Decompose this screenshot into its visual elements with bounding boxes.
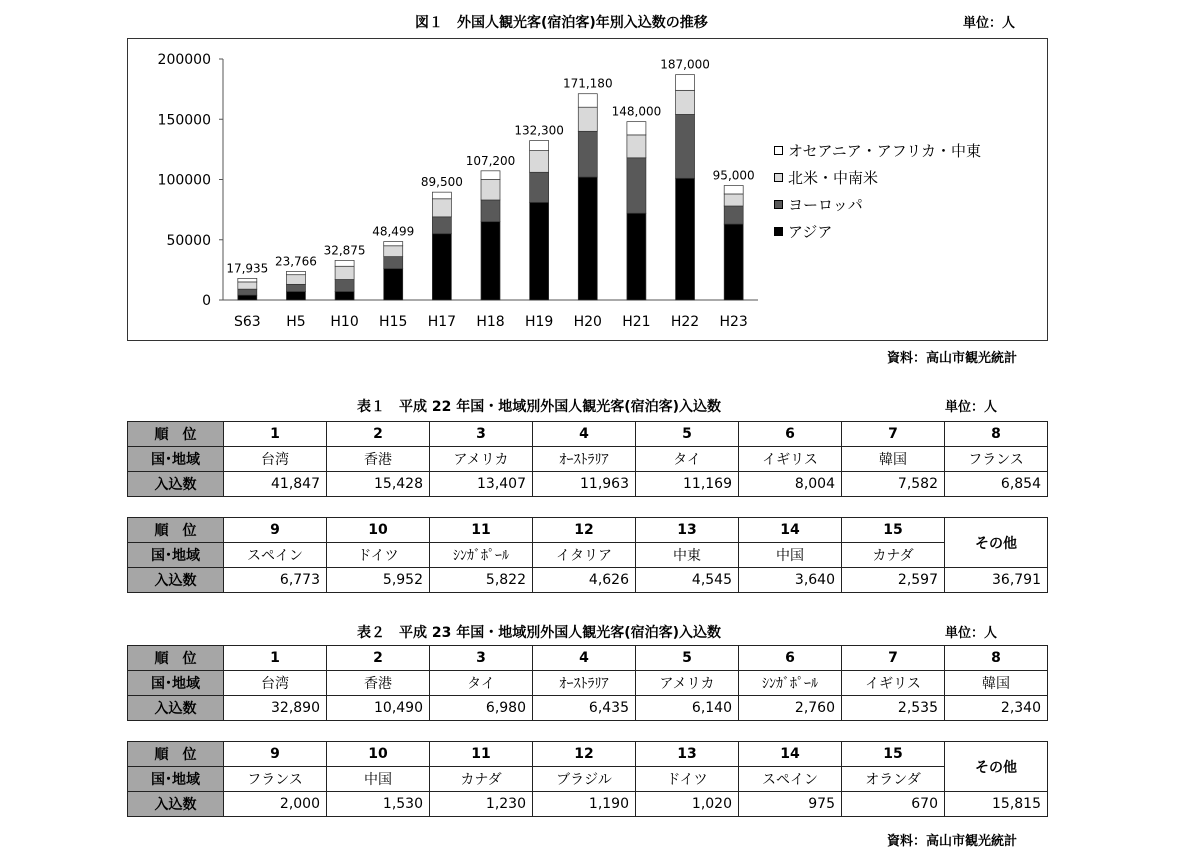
y-tick-label: 0 — [202, 293, 211, 309]
region-cell: 香港 — [327, 447, 430, 472]
table-row — [128, 472, 1048, 497]
count-cell: 1,230 — [430, 792, 533, 817]
count-cell: 1,190 — [533, 792, 636, 817]
other-label-cell: その他 — [945, 742, 1048, 792]
rank-cell: 4 — [533, 422, 636, 447]
bar-segment-3 — [384, 242, 403, 246]
figure-unit: 単位：人 — [963, 16, 1016, 31]
x-tick-label: H19 — [524, 314, 554, 330]
legend-label: オセアニア・アフリカ・中東 — [788, 142, 982, 160]
bar-segment-0 — [432, 234, 451, 300]
x-tick-label: H23 — [719, 314, 748, 330]
rank-cell: 14 — [739, 518, 842, 543]
bar-segment-3 — [627, 122, 646, 135]
bar-segment-1 — [335, 280, 354, 292]
count-cell: 11,169 — [636, 472, 739, 497]
region-cell: アメリカ — [430, 447, 533, 472]
rank-cell: 10 — [327, 518, 430, 543]
bar-segment-1 — [286, 284, 305, 291]
total-data-label: 95,000 — [712, 168, 755, 183]
rank-cell: 11 — [430, 518, 533, 543]
total-data-label: 132,300 — [514, 123, 564, 138]
bar-segment-2 — [578, 107, 597, 131]
other-label-cell: その他 — [945, 518, 1048, 568]
bar-segment-2 — [676, 90, 695, 114]
bar-segment-2 — [530, 151, 549, 173]
region-cell: アメリカ — [636, 671, 739, 696]
row-header-region: 国･地域 — [128, 447, 224, 472]
bar-segment-1 — [578, 131, 597, 177]
rank-cell: 15 — [842, 742, 945, 767]
count-cell: 15,428 — [327, 472, 430, 497]
other-count-cell: 15,815 — [945, 792, 1048, 817]
bar-segment-2 — [627, 135, 646, 158]
bar-segment-1 — [627, 158, 646, 213]
total-data-label: 148,000 — [611, 104, 662, 119]
count-cell: 4,545 — [636, 568, 739, 593]
region-cell: タイ — [636, 447, 739, 472]
x-tick-label: S63 — [233, 314, 261, 330]
bar-segment-0 — [724, 224, 743, 300]
region-cell: ドイツ — [636, 767, 739, 792]
count-cell: 5,952 — [327, 568, 430, 593]
table-row — [128, 543, 1048, 568]
table2-source: 資料：高山市観光統計 — [887, 834, 1018, 849]
rank-cell: 2 — [327, 422, 430, 447]
count-cell: 6,854 — [945, 472, 1048, 497]
table1-unit: 単位：人 — [945, 400, 998, 415]
x-tick-label: H17 — [427, 314, 457, 330]
count-cell: 7,582 — [842, 472, 945, 497]
region-cell: フランス — [945, 447, 1048, 472]
total-data-label: 32,875 — [323, 243, 366, 258]
count-cell: 670 — [842, 792, 945, 817]
table1-caption: 表１ 平成 22 年国・地域別外国人観光客(宿泊客)入込数 — [357, 399, 722, 415]
region-cell: 韓国 — [842, 447, 945, 472]
bar-segment-3 — [676, 75, 695, 91]
region-cell: 台湾 — [224, 671, 327, 696]
table2-ranks-9-15 — [127, 741, 1048, 817]
legend-label: ヨーロッパ — [788, 196, 863, 214]
bar-segment-1 — [676, 114, 695, 178]
total-data-label: 89,500 — [420, 175, 463, 190]
total-data-label: 187,000 — [660, 57, 710, 72]
count-cell: 5,822 — [430, 568, 533, 593]
bar-segment-3 — [432, 192, 451, 199]
bar-segment-1 — [724, 206, 743, 224]
table2-caption: 表２ 平成 23 年国・地域別外国人観光客(宿泊客)入込数 — [357, 625, 722, 641]
region-cell: ｼﾝｶﾞﾎﾟｰﾙ — [739, 671, 842, 696]
x-tick-label: H15 — [379, 314, 408, 330]
count-cell: 2,760 — [739, 696, 842, 721]
bar-segment-1 — [432, 217, 451, 234]
region-cell: ドイツ — [327, 543, 430, 568]
region-cell: 中国 — [739, 543, 842, 568]
bar-segment-2 — [724, 194, 743, 206]
y-tick-label: 200000 — [157, 52, 211, 68]
rank-cell: 7 — [842, 646, 945, 671]
rank-cell: 1 — [224, 422, 327, 447]
bar-segment-1 — [238, 289, 257, 295]
region-cell: カナダ — [430, 767, 533, 792]
bar-segment-1 — [384, 257, 403, 269]
rank-cell: 9 — [224, 518, 327, 543]
region-cell: タイ — [430, 671, 533, 696]
row-header-count: 入込数 — [128, 568, 224, 593]
y-tick-label: 50000 — [166, 232, 211, 249]
legend-label: 北米・中南米 — [788, 169, 879, 187]
legend-swatch — [774, 146, 783, 155]
count-cell: 1,530 — [327, 792, 430, 817]
row-header-count: 入込数 — [128, 472, 224, 497]
table1-ranks-9-15 — [127, 517, 1048, 593]
count-cell: 6,435 — [533, 696, 636, 721]
y-tick-label: 150000 — [157, 112, 211, 129]
legend-item — [774, 191, 981, 218]
rank-cell: 12 — [533, 518, 636, 543]
region-cell: 韓国 — [945, 671, 1048, 696]
count-cell: 32,890 — [224, 696, 327, 721]
legend-swatch — [774, 227, 783, 236]
bar-segment-3 — [238, 278, 257, 282]
table-row — [128, 422, 1048, 447]
region-cell: イタリア — [533, 543, 636, 568]
total-data-label: 107,200 — [465, 153, 516, 168]
table-row — [128, 447, 1048, 472]
rank-cell: 8 — [945, 646, 1048, 671]
x-tick-label: H18 — [476, 314, 505, 330]
chart-frame — [127, 38, 1048, 341]
count-cell: 13,407 — [430, 472, 533, 497]
rank-cell: 7 — [842, 422, 945, 447]
rank-cell: 9 — [224, 742, 327, 767]
legend-swatch — [774, 173, 783, 182]
bar-segment-0 — [384, 269, 403, 300]
bar-segment-0 — [676, 178, 695, 300]
y-tick-label: 100000 — [157, 172, 211, 189]
count-cell: 6,980 — [430, 696, 533, 721]
row-header-region: 国･地域 — [128, 767, 224, 792]
rank-cell: 11 — [430, 742, 533, 767]
bar-segment-2 — [384, 246, 403, 257]
table-row — [128, 646, 1048, 671]
table2-ranks-1-8 — [127, 645, 1048, 721]
bar-segment-1 — [481, 200, 500, 222]
bar-segment-3 — [286, 271, 305, 274]
count-cell: 2,535 — [842, 696, 945, 721]
region-cell: スペイン — [224, 543, 327, 568]
region-cell: カナダ — [842, 543, 945, 568]
bar-segment-2 — [481, 180, 500, 200]
region-cell: ｵｰｽﾄﾗﾘｱ — [533, 671, 636, 696]
total-data-label: 171,180 — [562, 76, 613, 91]
count-cell: 41,847 — [224, 472, 327, 497]
x-tick-label: H5 — [286, 314, 306, 330]
count-cell: 4,626 — [533, 568, 636, 593]
x-tick-label: H20 — [573, 314, 602, 330]
table-row — [128, 696, 1048, 721]
rank-cell: 5 — [636, 422, 739, 447]
region-cell: 香港 — [327, 671, 430, 696]
rank-cell: 3 — [430, 646, 533, 671]
rank-cell: 6 — [739, 422, 842, 447]
table-row — [128, 767, 1048, 792]
region-cell: スペイン — [739, 767, 842, 792]
bar-segment-0 — [286, 292, 305, 300]
bar-segment-2 — [432, 199, 451, 217]
region-cell: イギリス — [842, 671, 945, 696]
count-cell: 11,963 — [533, 472, 636, 497]
table-row — [128, 671, 1048, 696]
x-tick-label: H21 — [622, 314, 651, 330]
bar-segment-3 — [724, 186, 743, 194]
bar-segment-3 — [578, 94, 597, 107]
region-cell: ブラジル — [533, 767, 636, 792]
bar-segment-2 — [335, 266, 354, 279]
row-header-rank: 順 位 — [128, 422, 224, 447]
bar-segment-0 — [578, 177, 597, 300]
row-header-rank: 順 位 — [128, 742, 224, 767]
other-count-cell: 36,791 — [945, 568, 1048, 593]
row-header-count: 入込数 — [128, 792, 224, 817]
row-header-rank: 順 位 — [128, 518, 224, 543]
x-tick-label: H22 — [670, 314, 700, 330]
legend-item — [774, 164, 981, 191]
row-header-count: 入込数 — [128, 696, 224, 721]
table1-ranks-1-8 — [127, 421, 1048, 497]
count-cell: 8,004 — [739, 472, 842, 497]
rank-cell: 10 — [327, 742, 430, 767]
region-cell: フランス — [224, 767, 327, 792]
table-row — [128, 792, 1048, 817]
chart-legend — [774, 137, 981, 245]
legend-item — [774, 218, 981, 245]
rank-cell: 12 — [533, 742, 636, 767]
count-cell: 10,490 — [327, 696, 430, 721]
rank-cell: 5 — [636, 646, 739, 671]
count-cell: 2,597 — [842, 568, 945, 593]
region-cell: 中東 — [636, 543, 739, 568]
rank-cell: 8 — [945, 422, 1048, 447]
count-cell: 1,020 — [636, 792, 739, 817]
legend-item — [774, 137, 981, 164]
rank-cell: 6 — [739, 646, 842, 671]
region-cell: イギリス — [739, 447, 842, 472]
bar-segment-3 — [335, 260, 354, 266]
count-cell: 975 — [739, 792, 842, 817]
count-cell: 2,000 — [224, 792, 327, 817]
region-cell: 台湾 — [224, 447, 327, 472]
rank-cell: 15 — [842, 518, 945, 543]
region-cell: ｼﾝｶﾞﾎﾟｰﾙ — [430, 543, 533, 568]
rank-cell: 2 — [327, 646, 430, 671]
row-header-rank: 順 位 — [128, 646, 224, 671]
bar-segment-3 — [481, 171, 500, 180]
figure-caption: 図１ 外国人観光客(宿泊客)年別入込数の推移 — [415, 15, 708, 31]
region-cell: オランダ — [842, 767, 945, 792]
count-cell: 2,340 — [945, 696, 1048, 721]
table-row — [128, 742, 1048, 767]
legend-label: アジア — [788, 223, 833, 241]
rank-cell: 13 — [636, 518, 739, 543]
bar-segment-0 — [530, 202, 549, 300]
count-cell: 6,140 — [636, 696, 739, 721]
bar-segment-0 — [238, 295, 257, 300]
region-cell: 中国 — [327, 767, 430, 792]
legend-swatch — [774, 200, 783, 209]
total-data-label: 48,499 — [372, 224, 415, 239]
bar-segment-0 — [481, 222, 500, 300]
bar-segment-3 — [530, 141, 549, 151]
table-row — [128, 568, 1048, 593]
rank-cell: 3 — [430, 422, 533, 447]
rank-cell: 1 — [224, 646, 327, 671]
bar-segment-2 — [286, 275, 305, 285]
rank-cell: 13 — [636, 742, 739, 767]
x-tick-label: H10 — [330, 314, 359, 330]
table-row — [128, 518, 1048, 543]
rank-cell: 4 — [533, 646, 636, 671]
bar-segment-1 — [530, 172, 549, 202]
bar-segment-0 — [627, 213, 646, 300]
row-header-region: 国･地域 — [128, 543, 224, 568]
bar-segment-0 — [335, 292, 354, 300]
rank-cell: 14 — [739, 742, 842, 767]
figure-source: 資料：高山市観光統計 — [887, 351, 1018, 366]
row-header-region: 国･地域 — [128, 671, 224, 696]
bar-segment-2 — [238, 282, 257, 289]
total-data-label: 23,766 — [274, 254, 317, 269]
table2-unit: 単位：人 — [945, 626, 998, 641]
total-data-label: 17,935 — [226, 261, 269, 276]
count-cell: 3,640 — [739, 568, 842, 593]
region-cell: ｵｰｽﾄﾗﾘｱ — [533, 447, 636, 472]
count-cell: 6,773 — [224, 568, 327, 593]
